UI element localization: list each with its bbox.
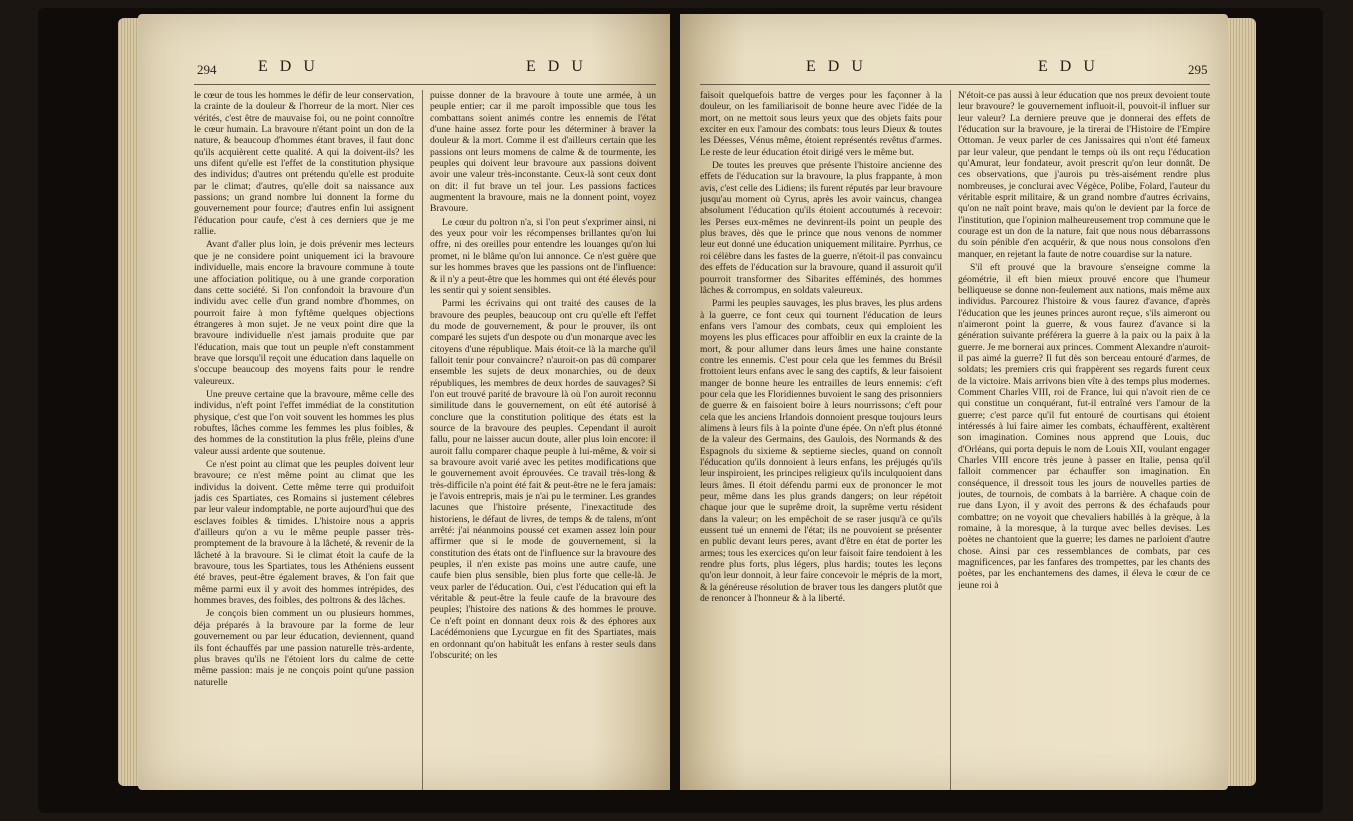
paragraph: Avant d'aller plus loin, je dois prévenir mes lecteurs que je ne considere point uniquement ici la bravoure individuelle, mais encore la bravoure commune à toute une affociation politique, ou à une grande corporation dans cette société. Si l'on confondoit la bravoure d'un individu avec celle d'un grand nombre d'hommes, on pourroit faire à mon fyftême quelques objections étrangeres à mon sujet. Je ne veux point dire que la bravoure individuelle n'est jamais produite que par l'éducation, mais que tout un peuple n'eft constamment brave que lorsqu'il reçoit une éducation dans laquelle on s'occupe beaucoup des moyens faits pour le rendre valeureux.: [194, 239, 414, 387]
paragraph: Le cœur du poltron n'a, si l'on peut s'exprimer ainsi, ni des yeux pour voir les récompenses brillantes qu'on lui offre, ni des oreilles pour entendre les louanges qu'on lui promet, ni le blâme qu'on lui annonce. Ce n'est guère que sur les hommes braves que les passions ont de l'influence: & il n'y a peut-être que les hommes qui ont été élevés pour les sentir qui y soient sensibles.: [430, 216, 656, 296]
paragraph: faisoit quelquefois battre de verges pour les façonner à la douleur, on les familiarisoit de bonne heure avec l'idée de la mort, on ne mettoit sous leurs yeux que des objets faits pour exciter en eux l'amour des combats: tous leurs Dieux & toutes les Déesses, Vénus même, étoient représentés revêtus d'armes. Le reste de leur éducation étoit dirigé vers le même but.: [700, 90, 942, 158]
text-column-2: [958, 90, 1210, 782]
header-rule: [194, 84, 656, 85]
text-column-2: [430, 90, 656, 782]
left-page-edge: [118, 18, 140, 786]
paragraph: N'étoit-ce pas aussi à leur éducation que nos preux devoient toute leur bravoure? le gouvernement influoit-il, pouvoit-il influer sur leur valeur? La derniere preuve que je donnerai des effets de l'éducation sur la bravoure, je la tirerai de l'Histoire de l'Empire Ottoman. Je veux parler de ces Janissaires qui n'ont été fameux par leur valeur, que pendant le temps où ils ont reçu l'éducation qu'Amurat, leur fondateur, avoit prescrit qu'on leur donnât. De ces observations, que j'aurois pu très-aisément rendre plus nombreuses, je conclurai avec Végèce, Polibe, Folard, l'auteur du véritable esprit militaire, & un grand nombre d'autres écrivains, qu'on ne naît point brave, mais qu'on le devient par la force de l'institution, que l'opinion malheureusement trop commune que le courage est un don de la nature, fait que nous nous débarrassons du soin pénible d'en acquérir, & que nous nous consolons d'en manquer, en rejetant la faute de notre couardise sur la nature.: [958, 90, 1210, 260]
right-page-edge: [1228, 18, 1256, 786]
paragraph: De toutes les preuves que présente l'histoire ancienne des effets de l'éducation sur la bravoure, la plus frappante, à mon avis, c'est celle des Lidiens; ils furent réputés par leur bravoure jusqu'au moment où Cyrus, après les avoir vaincus, changea absolument l'éducation qu'ils étoient accoutumés à recevoir: les Perses eux-mêmes ne devinrent-ils point un peuple des plus braves, dès que le prince que nous venons de nommer leur eut donné une éducation uniquement militaire. Pyrrhus, ce roi célèbre dans les fastes de la guerre, n'étoit-il pas convaincu des effets de l'éducation sur la bravoure, quand il assuroit qu'il pourroit transformer des Sibarites efféminés, des hommes lâches & corrompus, en soldats valeureux.: [700, 160, 942, 296]
running-head: E D U: [258, 58, 319, 75]
running-head: E D U: [1038, 58, 1099, 75]
column-divider: [950, 90, 951, 790]
text-column-1: [700, 90, 942, 782]
paragraph: Ce n'est point au climat que les peuples doivent leur bravoure; ce n'est même point au climat que les individus la doivent. Cette même terre qui produifoit jadis ces Spartiates, ces Romains si justement célebres par leur valeur indomptable, ne porte aujourd'hui que des esclaves foibles & timides. L'histoire nous a appris d'ailleurs qu'on a vu le même peuple passer très-promptement de la bravoure à la lâcheté, & revenir de la lâcheté à la bravoure. Si le climat étoit la caufe de la bravoure, tous les Spartiates, tous les Athéniens eussent été braves, peut-être également braves, & l'on fait que même parmi eux il y avoit des hommes intrépides, des hommes braves, des foibles, des poltrons & des lâches.: [194, 459, 414, 607]
right-page: [680, 14, 1228, 790]
paragraph: puisse donner de la bravoure à toute une armée, à un peuple entier; car il me paroît impossible que tous les combattans soient animés contre les ennemis de l'état d'une haine assez forte pour les déterminer à braver la douleur & la mort. Comme il est d'ailleurs certain que les passions ont leurs momens de calme & de tourmente, les peuples qui doivent leur bravoure aux passions doivent avoir une valeur très-inconstante. Ceux-là sont ceux dont on dit: il fut brave un tel jour. Les passions factices augmentent la bravoure, mais ne la donnent point, voyez Bravoure.: [430, 90, 656, 215]
paragraph: Je conçois bien comment un ou plusieurs hommes, déja préparés à la bravoure par la forme de leur gouvernement ou par leur éducation, deviennent, quand ils font échauffés par une passion naturelle très-ardente, plus braves qu'ils ne l'étoient lors du calme de cette même passion: mais je ne conçois point qu'une passion naturelle: [194, 608, 414, 688]
text-column-1: [194, 90, 414, 782]
paragraph: le cœur de tous les hommes le défir de leur conservation, la crainte de la douleur & l'horreur de la mort. Nier ces vérités, c'est être de mauvaise foi, ou ne point connoître le cœur humain. La bravoure n'étant point un don de la nature, & beaucoup d'hommes étant braves, il faut donc qu'ils acquièrent cette qualité. A qui la doivent-ils? les uns difent qu'elle est l'effet de la constitution physique des individus; d'autres ont prétendu qu'elle est produite par le climat; d'autres, qu'elle doit sa naissance aux passions; un grand nombre lui donnent la forme du gouvernement pour fource; d'autres enfin lui assignent l'éducation pour caufe, c'est à ces derniers que je me rallie.: [194, 90, 414, 238]
page-number: 295: [1188, 62, 1208, 77]
header-rule: [700, 84, 1210, 85]
page-number: 294: [197, 62, 217, 77]
running-head: E D U: [806, 58, 867, 75]
paragraph: Parmi les peuples sauvages, les plus braves, les plus ardens à la guerre, ce font ceux qui tournent l'éducation de leurs enfans vers l'amour des combats, ceux qui emploient les moyens les plus efficaces pour affoiblir en eux la crainte de la mort, & pour allumer dans leurs âmes une haine constante contre les ennemis. C'est pour cela que les femmes du Brésil frottoient leurs enfans avec le sang des captifs, & leur faisoient manger de bonne heure les entrailles de leurs ennemis: c'eft pour cela que les Floridiennes buvoient le sang des prisonniers de guerre & en faisoient boire à leurs nourrissons; c'eft pour cela que les anciens Irlandois donnoient presque toujours leurs alimens à leurs fils à la pointe d'une épée. On n'eft plus étonné de la valeur des Germains, des Gaulois, des Normands & des Espagnols du sixieme & septieme siecles, quand on connoît l'éducation qu'ils donnoient à leurs enfans, les préjugés qu'ils leur inspiroient, les principes religieux qu'ils inculquoient dans leurs âmes. Il étoit défendu parmi eux de prononcer le mot peur, même dans les plus grands dangers; on leur répétoit chaque jour que le suprême droit, la suprême vertu résident dans la valeur; on les empêchoit de se raser jusqu'à ce qu'ils eussent tué un ennemi de l'état; ils ne pouvoient se présenter en public devant leurs peres, avant d'être en état de porter les armes; tous les exercices qu'on leur faisoit faire tendoient à les rendre plus forts, plus légers, plus hardis; toutes les leçons qu'on leur donnoit, à leur faire concevoir le mépris de la mort, & la généreuse résolution de braver tous les dangers plutôt que de renoncer à l'honneur & à la liberté.: [700, 298, 942, 605]
column-divider: [422, 90, 423, 790]
left-page: [138, 14, 670, 790]
paragraph: Parmi les écrivains qui ont traité des causes de la bravoure des peuples, beaucoup ont cru qu'elle eft l'effet du mode de gouvernement, & pour le prouver, ils ont comparé les sujets d'un despote ou d'un monarque avec les citoyens d'une république. Mais étoit-ce là la marche qu'il falloit tenir pour convaincre? n'auroit-on pas dû comparer ensemble les sujets de deux monarchies, ou de deux républiques, les membres de deux hordes de sauvages? Si l'on eut trouvé parité de bravoure là où l'on auroit reconnu similitude dans le gouvernement, on eût été autorisé à conclure que la constitution politique des états est la source de la bravoure des peuples. Cependant il auroit fallu, pour ne laisser aucun doute, aller plus loin encore: il auroit fallu comparer chaque peuple à lui-même, & voir si sa bravoure avoit varié avec les petites modifications que le gouvernement avoit éprouvées. Ce travail très-long & très-difficile n'a point été fait & peut-être ne le fera jamais: je l'avois entrepris, mais je n'ai pu le terminer. Les grandes lacunes que l'histoire présente, l'inexactitude des historiens, le défaut de livres, de temps & de talens, m'ont arrêté: j'ai néanmoins poussé cet examen assez loin pour affirmer que si le mode de gouvernement, si la constitution des états ont de l'influence sur la bravoure des peuples, il n'en existe pas moins une autre caufe, une caufe bien plus sensible, bien plus forte que celle-là. Je veux parler de l'éducation. Oui, c'est l'éducation qui eft la véritable & peut-être la feule caufe de la bravoure des peuples; l'histoire des nations & des hommes le prouve. Ce n'eft point en donnant deux rois & des éphores aux Lacédémoniens que Lycurgue en fit des Spartiates, mais en ordonnant qu'on habituât les enfans à rester seuls dans l'obscurité; on les: [430, 298, 656, 661]
paragraph: Une preuve certaine que la bravoure, même celle des individus, n'eft point l'effet immédiat de la constitution physique, c'est que l'on voit souvent les hommes les plus robuftes, lâches comme les femmes les plus foibles, & des hommes de la constitution la plus frêle, pleins d'une valeur aussi ardente que soutenue.: [194, 388, 414, 457]
running-head: E D U: [526, 58, 587, 75]
paragraph: S'il eft prouvé que la bravoure s'enseigne comme la géométrie, il eft bien mieux prouvé encore que l'humeur belliqueuse se donne non-feulement aux nations, mais même aux individus. Parcourez l'histoire & vous faurez d'avance, d'après l'éducation que les jeunes princes auront reçue, s'ils aimeront ou n'aimeront point la guerre, & vous faurez d'avance si la génération suivante préférera la guerre à la paix ou la paix à la guerre. Je me bornerai aux princes. Comment Alexandre n'auroit-il pas aimé la guerre? Il fut dès son berceau entouré d'armes, de soldats; les premiers cris qui frappèrent ses regards furent ceux de la victoire. Mais arrivons bien vîte à des temps plus modernes. Comment Charles VIII, roi de France, lui qui n'avoit rien de ce qui constitue un conquérant, fut-il entraîné vers l'amour de la guerre; c'est parce qu'il fut entouré de courtisans qui étoient intéressés à lui faire aimer les combats, échauffèrent, exaltèrent son imagination. Comines nous apprend que Louis, duc d'Orléans, qui porta depuis le nom de Louis XII, voulant engager Charles VIII encore très jeune à passer en Italie, pensa qu'il falloit commencer par échauffer son imagination. En conséquence, il dressoit tous les jours de nouvelles parties de joutes, de tournois, de combats à la barrière. A chaque coin de rue dans Lyon, il y avoit des perrons & des échafauds pour combattre; on ne voyoit que chevaliers habillés à la grèque, à la romaine, à la moresque, à la turque avec belles devises. Les poètes ne chantoient que la guerre; les dames ne parloient d'autre chose. Ainsi par ces ressemblances de combats, par ces magnificences, par les fanfares des trompettes, par les chants des poètes, par les enchantemens des dames, il éleva le cœur de ce jeune roi à: [958, 262, 1210, 591]
